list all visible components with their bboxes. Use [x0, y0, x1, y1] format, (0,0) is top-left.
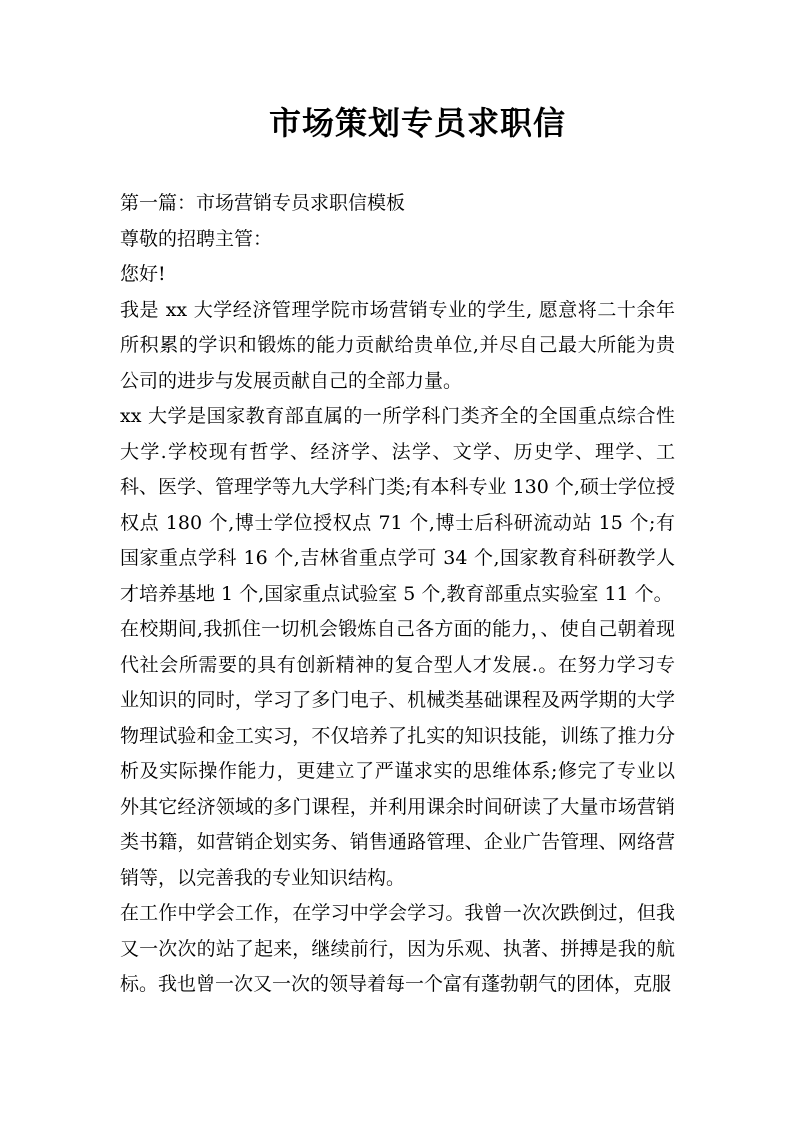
- paragraph-study: 在校期间,我抓住一切机会锻炼自己各方面的能力，、使自己朝着现代社会所需要的具有创新精神的复合型人才发展.。在努力学习专业知识的同时，学习了多门电子、机械类基础课程及两学期的大学物理试验和金工实习，不仅培养了扎实的知识技能，训练了推力分析及实际操作能力，更建立了严谨求实的思维体系;修完了专业以外其它经济领域的多门课程，并利用课余时间研读了大量市场营销类书籍，如营销企划实务、销售通路管理、企业广告管理、网络营销等，以完善我的专业知识结构。: [120, 618, 675, 889]
- paragraph-university: xx 大学是国家教育部直属的一所学科门类齐全的全国重点综合性大学.学校现有哲学、经济学、法学、文学、历史学、理学、工科、医学、管理学等九大学科门类;有本科专业 130 个,硕士学位授权点 180 个,博士学位授权点 71 个,博士后科研流动站 15 个;有国家重点学科 16 个,吉林省重点学可 34 个,国家教育科研教学人才培养基地 1 个,国家重点试验室 5 个,教育部重点实验室 11 个。: [120, 405, 675, 605]
- paragraph-introduction: 我是 xx 大学经济管理学院市场营销专业的学生, 愿意将二十余年所积累的学识和锻炼的能力贡献给贵单位,并尽自己最大所能为贵公司的进步与发展贡献自己的全部力量。: [120, 298, 675, 392]
- section-heading: 第一篇：市场营销专员求职信模板: [120, 192, 406, 214]
- salutation: 尊敬的招聘主管：: [120, 227, 273, 250]
- document-title: 市场策划专员求职信: [268, 104, 566, 142]
- paragraph-work: 在工作中学会工作，在学习中学会学习。我曾一次次跌倒过，但我又一次次的站了起来，继续前行，因为乐观、执著、拼搏是我的航标。我也曾一次又一次的领导着每一个富有蓬勃朝气的团体，克服: [120, 902, 675, 995]
- greeting: 您好!: [120, 263, 166, 285]
- document-body: [120, 186, 675, 1003]
